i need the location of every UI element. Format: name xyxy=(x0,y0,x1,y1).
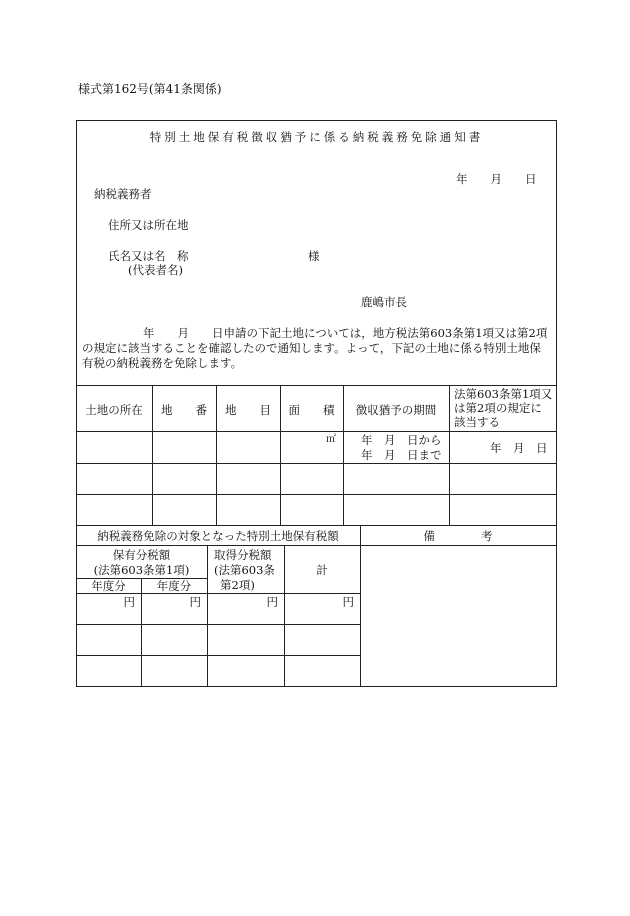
yen-unit-4: 円 xyxy=(342,595,354,609)
honorific: 様 xyxy=(308,249,320,263)
amount-row-1-bottom xyxy=(76,624,361,625)
representative-label: (代表者名) xyxy=(128,263,183,277)
yen-unit-1: 円 xyxy=(123,595,135,609)
acquisition-label-3: 第2項) xyxy=(220,578,255,592)
header-area: 面 積 xyxy=(288,403,335,417)
land-table-top xyxy=(76,385,557,386)
frame-top xyxy=(76,120,557,121)
exempt-header: 納税義務免除の対象となった特別土地保有税額 xyxy=(97,529,339,543)
body-line-1: 年 月 日申請の下記土地については，地方税法第603条第1項又は第2項 xyxy=(143,326,548,340)
form-number: 様式第162号(第41条関係) xyxy=(78,82,222,96)
name-label: 氏名又は名 称 xyxy=(108,249,189,263)
taxpayer-label: 納税義務者 xyxy=(94,187,152,201)
amount-row-2-bottom xyxy=(76,655,361,656)
frame-bottom xyxy=(76,686,557,687)
header-applicable-3: 該当する xyxy=(454,415,500,429)
exempt-header-bottom xyxy=(76,545,557,546)
remarks-header: 備 考 xyxy=(423,529,493,543)
land-table-row-1-bottom xyxy=(76,463,557,464)
body-line-2: の規定に該当することを確認したので通知します。よって，下記の土地に係る特別土地保 xyxy=(82,341,541,355)
yen-unit-3: 円 xyxy=(266,595,278,609)
header-lot-number: 地 番 xyxy=(161,403,207,417)
exempt-col-2 xyxy=(207,545,208,687)
land-col-5 xyxy=(449,385,450,526)
applicable-date: 年 月 日 xyxy=(490,441,548,455)
land-table-row-2-bottom xyxy=(76,494,557,495)
year-label-2: 年度分 xyxy=(156,579,192,593)
header-deferral-period: 徴収猶予の期間 xyxy=(355,403,437,417)
yen-unit-2: 円 xyxy=(189,595,201,609)
year-row-bottom xyxy=(76,593,361,594)
holding-label-1: 保有分税額 xyxy=(112,548,171,562)
period-to: 年 月 日まで xyxy=(361,448,442,462)
address-label: 住所又は所在地 xyxy=(108,218,189,232)
period-from: 年 月 日から xyxy=(361,433,442,447)
body-line-3: 有税の納税義務を免除します。 xyxy=(82,356,243,370)
header-land-category: 地 目 xyxy=(225,403,271,417)
document-title: 特別土地保有税徴収猶予に係る納税義務免除通知書 xyxy=(149,130,484,144)
header-applicable-1: 法第603条第1項又 xyxy=(454,387,553,401)
land-table-header-bottom xyxy=(76,431,557,432)
holding-label-2: (法第603条第1項) xyxy=(93,563,190,577)
frame-right xyxy=(556,120,557,687)
header-location: 土地の所在 xyxy=(85,403,143,417)
acquisition-label-2: (法第603条 xyxy=(214,563,275,577)
header-applicable-2: は第2項の規定に xyxy=(454,401,542,415)
date-line: 年 月 日 xyxy=(456,172,537,186)
area-unit: ㎡ xyxy=(326,434,336,445)
year-label-1: 年度分 xyxy=(91,579,126,593)
issuer: 鹿嶋市長 xyxy=(361,295,407,309)
total-label: 計 xyxy=(316,563,328,577)
acquisition-label-1: 取得分税額 xyxy=(214,548,272,562)
land-table-bottom xyxy=(76,525,557,526)
remarks-divider xyxy=(360,525,361,687)
